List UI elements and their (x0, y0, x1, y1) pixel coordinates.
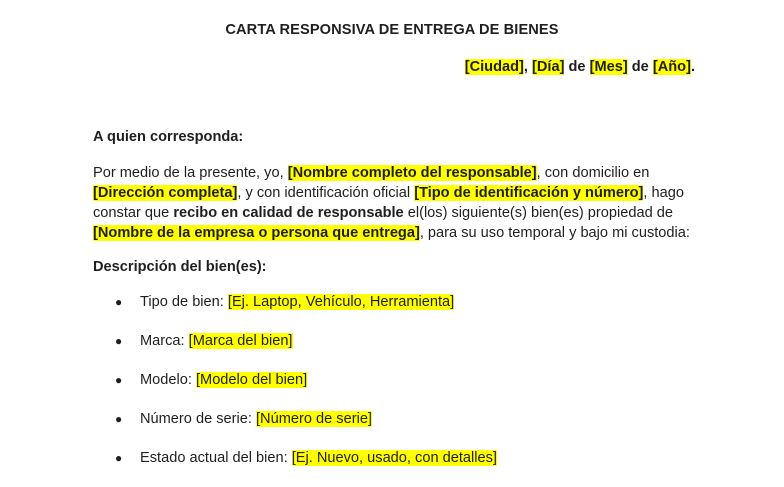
placeholder-tipo-bien[interactable]: [Ej. Laptop, Vehículo, Herramienta] (227, 294, 455, 310)
section-title: Descripción del bien(es): (93, 259, 267, 275)
placeholder-estado[interactable]: [Ej. Nuevo, usado, con detalles] (291, 450, 497, 466)
item-label: Marca: (140, 333, 189, 349)
bullet-icon: ● (115, 373, 123, 387)
bullet-icon: ● (115, 412, 123, 426)
paragraph-text: , y con identificación oficial (237, 185, 415, 201)
placeholder-empresa[interactable]: [Nombre de la empresa o persona que entrega] (93, 225, 420, 241)
bullet-icon: ● (115, 334, 123, 348)
dateline-de: de (564, 59, 590, 75)
item-label: Estado actual del bien: (140, 450, 292, 466)
bullet-icon: ● (115, 295, 123, 309)
paragraph-text: , hago (643, 185, 684, 201)
placeholder-nombre-responsable[interactable]: [Nombre completo del responsable] (287, 165, 537, 181)
paragraph-bold-text: recibo en calidad de responsable (173, 205, 404, 221)
list-item (115, 331, 497, 351)
dateline-separator: , (523, 59, 533, 75)
list-item (115, 370, 497, 390)
paragraph-line (93, 183, 713, 203)
dateline-period: . (690, 59, 695, 75)
list-item (115, 409, 497, 429)
placeholder-numero-serie[interactable]: [Número de serie] (256, 411, 372, 427)
item-label: Modelo: (140, 372, 196, 388)
paragraph-text: el(los) siguiente(s) bien(es) propiedad de (403, 205, 673, 221)
document-title: CARTA RESPONSIVA DE ENTREGA DE BIENES (225, 22, 559, 38)
paragraph-line (93, 223, 713, 243)
list-item (115, 292, 497, 312)
paragraph-text: constar que (93, 205, 174, 221)
item-label: Tipo de bien: (140, 294, 228, 310)
dateline (465, 59, 695, 75)
list-item (115, 448, 497, 468)
paragraph-line (93, 203, 713, 223)
paragraph-line (93, 163, 713, 183)
placeholder-modelo[interactable]: [Modelo del bien] (195, 372, 308, 388)
paragraph-text: Por medio de la presente, yo, (93, 165, 288, 181)
greeting: A quien corresponda: (93, 129, 244, 145)
placeholder-dia[interactable]: [Día] (532, 59, 565, 75)
placeholder-mes[interactable]: [Mes] (589, 59, 628, 75)
paragraph-text: , con domicilio en (536, 165, 650, 181)
placeholder-identificacion[interactable]: [Tipo de identificación y número] (414, 185, 644, 201)
paragraph-text: , para su uso temporal y bajo mi custodia: (419, 225, 690, 241)
placeholder-marca[interactable]: [Marca del bien] (188, 333, 293, 349)
dateline-de: de (627, 59, 653, 75)
item-list (115, 292, 497, 487)
body-paragraph (93, 163, 713, 243)
item-label: Número de serie: (140, 411, 256, 427)
placeholder-ciudad[interactable]: [Ciudad] (464, 59, 524, 75)
placeholder-direccion[interactable]: [Dirección completa] (93, 185, 238, 201)
placeholder-anio[interactable]: [Año] (652, 59, 691, 75)
bullet-icon: ● (115, 451, 123, 465)
